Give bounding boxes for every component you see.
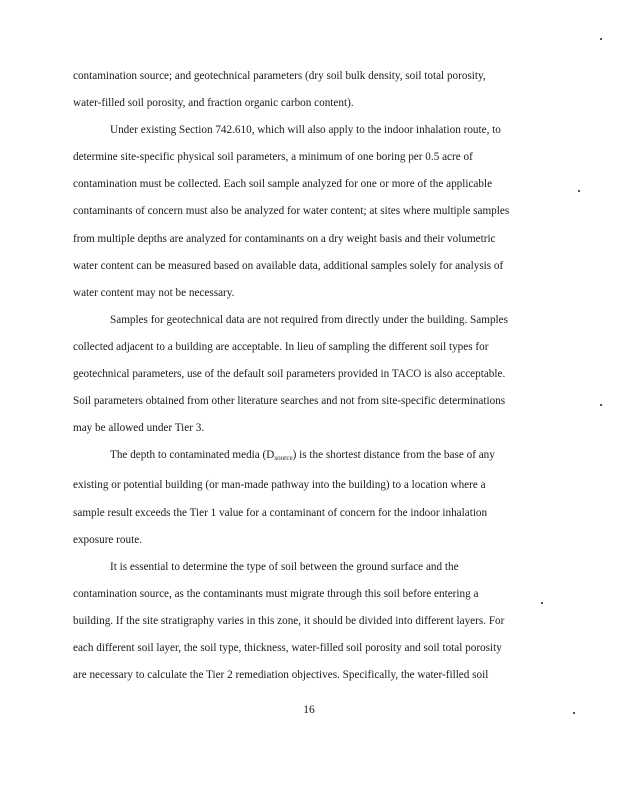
text-line: determine site-specific physical soil parameters, a minimum of one boring per 0.5 acre of [73,151,473,164]
subscript-source: source [274,454,293,463]
text-line [73,442,545,472]
scan-artifact [600,404,602,406]
text-line: contamination source; and geotechnical parameters (dry soil bulk density, soil total porosity, [73,70,486,82]
paragraph-soil-type [73,554,545,689]
text-line: exposure route. [73,533,142,546]
scan-artifact [541,602,543,604]
text-line: contamination must be collected. Each soil sample analyzed for one or more of the applicable [73,178,493,191]
text-line: water content may not be necessary. [73,286,235,299]
text-line: water-filled soil porosity, and fraction organic carbon content). [73,97,354,110]
text-line: collected adjacent to a building are acceptable. In lieu of sampling the different soil types for [73,340,489,353]
paragraph-continuation [73,63,545,117]
text-fragment: The depth to contaminated media (D [110,449,275,462]
paragraph-depth-to-contamination [73,442,545,553]
text-line: may be allowed under Tier 3. [73,422,205,435]
scan-artifact [600,38,602,40]
text-line: building. If the site stratigraphy varies in this zone, it should be divided into different layers. For [73,614,505,627]
text-line: contaminants of concern must also be analyzed for water content; at sites where multiple samples [73,205,510,218]
text-line: Samples for geotechnical data are not required from directly under the building. Samples [110,313,508,326]
text-line: contamination source, as the contaminants must migrate through this soil before entering a [73,587,479,600]
text-line: Soil parameters obtained from other literature searches and not from site-specific determinations [73,395,506,408]
text-line: existing or potential building (or man-made pathway into the building) to a location where a [73,479,486,492]
paragraph-geotechnical-samples [73,307,545,442]
page-number: 16 [303,704,315,716]
text-fragment: ) is the shortest distance from the base of any [292,449,495,462]
text-line: Under existing Section 742.610, which will also apply to the indoor inhalation route, to [110,124,501,137]
body-text [73,63,545,689]
text-line: from multiple depths are analyzed for contaminants on a dry weight basis and their volumetric [73,232,496,245]
text-line: each different soil layer, the soil type, thickness, water-filled soil porosity and soil total porosity [73,641,502,654]
text-line: geotechnical parameters, use of the default soil parameters provided in TACO is also acceptable. [73,368,506,381]
paragraph-sampling-requirements [73,117,545,307]
text-line: water content can be measured based on available data, additional samples solely for analysis of [73,259,504,272]
scan-artifact [573,712,575,714]
text-line: are necessary to calculate the Tier 2 remediation objectives. Specifically, the water-filled soil [73,669,489,682]
text-line: It is essential to determine the type of soil between the ground surface and the [110,560,459,573]
scan-artifact [578,190,580,192]
text-line: sample result exceeds the Tier 1 value for a contaminant of concern for the indoor inhalation [73,506,488,519]
